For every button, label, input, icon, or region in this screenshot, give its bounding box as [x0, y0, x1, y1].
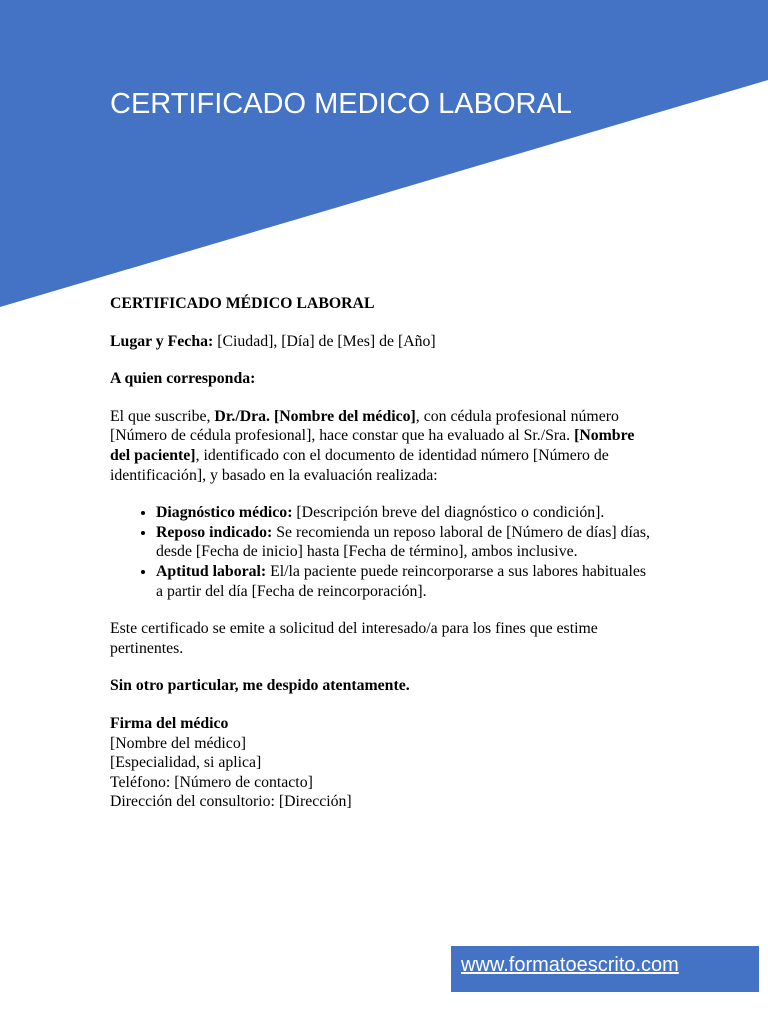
farewell: Sin otro particular, me despido atentamente.: [110, 677, 410, 695]
item-text: El/la paciente puede reincorporarse a sus labores habituales a partir del día [Fecha de reincorporación].: [156, 562, 646, 600]
signature-title: Firma del médico: [110, 714, 229, 732]
place-date-label: Lugar y Fecha:: [110, 332, 214, 350]
list-item: [156, 562, 650, 601]
salutation: A quien corresponda:: [110, 370, 256, 388]
signature-phone: Teléfono: [Número de contacto]: [110, 773, 313, 791]
list-item: [156, 503, 650, 523]
website-link[interactable]: www.formatoescrito.com: [461, 954, 679, 976]
item-text: [Descripción breve del diagnóstico o condición].: [292, 504, 605, 522]
intro-part2: , con cédula profesional número [Número de cédula profesional], hace constar que ha evaluado al Sr./Sra.: [110, 407, 619, 445]
item-label: Diagnóstico médico:: [156, 504, 293, 522]
findings-list: [110, 503, 650, 601]
intro-part3: , identificado con el documento de identidad número [Número de identificación], y basado en la evaluación realizada:: [110, 446, 609, 484]
item-label: Aptitud laboral:: [156, 562, 267, 580]
closing-note: Este certificado se emite a solicitud del interesado/a para los fines que estime pertinentes.: [110, 620, 598, 657]
signature-specialty: [Especialidad, si aplica]: [110, 754, 262, 772]
document-heading: CERTIFICADO MÉDICO LABORAL: [110, 295, 375, 312]
signature-block: [110, 714, 650, 812]
item-text: Se recomienda un reposo laboral de [Número de días] días, desde [Fecha de inicio] hasta [Fecha de término], ambos inclusive.: [156, 523, 650, 561]
signature-address: Dirección del consultorio: [Dirección]: [110, 793, 352, 811]
intro-part1: El que suscribe,: [110, 407, 215, 425]
document-body: [110, 294, 650, 812]
doctor-name: Dr./Dra. [Nombre del médico]: [214, 407, 416, 425]
place-date-value: [Ciudad], [Día] de [Mes] de [Año]: [213, 332, 436, 350]
intro-paragraph: [110, 407, 650, 485]
banner-title: CERTIFICADO MEDICO LABORAL: [110, 88, 572, 120]
banner-shape: [0, 0, 768, 307]
place-date-line: [110, 332, 650, 352]
item-label: Reposo indicado:: [156, 523, 273, 541]
signature-name: [Nombre del médico]: [110, 734, 246, 752]
list-item: [156, 523, 650, 562]
patient-name: [Nombre del paciente]: [110, 427, 635, 464]
footer-box: [451, 946, 759, 992]
